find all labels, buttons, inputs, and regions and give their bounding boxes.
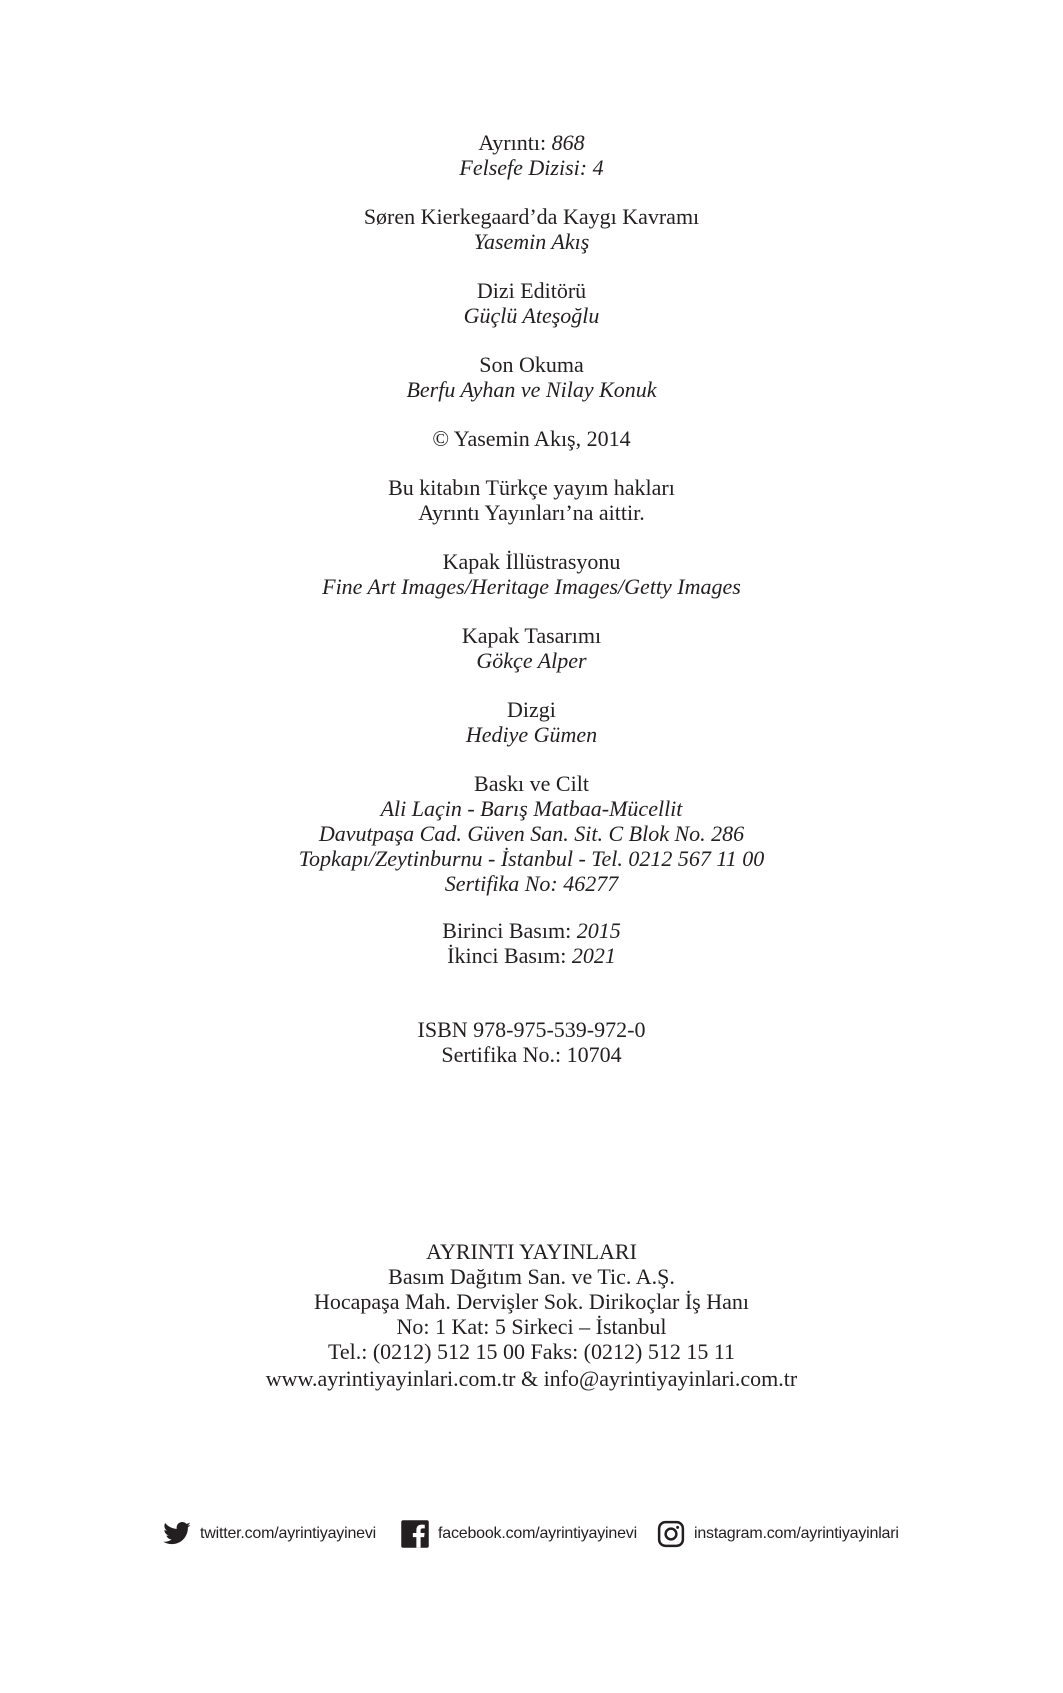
- proofreading-label: Son Okuma: [479, 352, 584, 377]
- series-name: Felsefe Dizisi: 4: [459, 155, 604, 180]
- second-edition-year: 2021: [571, 943, 616, 968]
- series-editor: [0, 278, 1063, 328]
- isbn: ISBN 978-975-539-972-0: [417, 1017, 646, 1042]
- printing: [0, 771, 1063, 896]
- twitter-link[interactable]: [162, 1518, 376, 1550]
- rights: [0, 475, 1063, 525]
- rights-line-1: Bu kitabın Türkçe yayım hakları: [388, 475, 675, 500]
- series-editor-label: Dizi Editörü: [476, 278, 587, 303]
- series-number-value: 868: [551, 130, 585, 155]
- book-author: Yasemin Akış: [473, 229, 590, 254]
- cover-design-name: Gökçe Alper: [476, 648, 587, 673]
- instagram-icon: [656, 1519, 686, 1549]
- copyright-text: © Yasemin Akış, 2014: [432, 426, 631, 451]
- isbn-block: [0, 1017, 1063, 1067]
- editions: [0, 918, 1063, 968]
- first-edition-label: Birinci Basım:: [442, 918, 572, 943]
- instagram-label: instagram.com/ayrintiyayinlari: [694, 1525, 899, 1542]
- printing-label: Baskı ve Cilt: [474, 771, 589, 796]
- facebook-icon: [400, 1519, 430, 1549]
- proofreading: [0, 352, 1063, 402]
- publisher-line: Hocapaşa Mah. Dervişler Sok. Dirikoçlar İş Hanı: [314, 1289, 749, 1314]
- printing-line: Topkapı/Zeytinburnu - İstanbul - Tel. 0212 567 11 00: [298, 846, 765, 871]
- typesetting-label: Dizgi: [507, 697, 556, 722]
- printing-line: Ali Laçin - Barış Matbaa-Mücellit: [380, 796, 683, 821]
- facebook-link[interactable]: [400, 1518, 637, 1550]
- cover-design-label: Kapak Tasarımı: [461, 623, 602, 648]
- publisher-line: Tel.: (0212) 512 15 00 Faks: (0212) 512 15 11: [327, 1339, 736, 1364]
- social-links: [0, 1518, 1063, 1558]
- cover-design: [0, 623, 1063, 673]
- proofreading-name: Berfu Ayhan ve Nilay Konuk: [406, 377, 657, 402]
- publisher-info: [0, 1239, 1063, 1391]
- second-edition-label: İkinci Basım:: [447, 943, 567, 968]
- cover-illustration-name: Fine Art Images/Heritage Images/Getty Images: [322, 574, 741, 599]
- typesetting-name: Hediye Gümen: [465, 722, 598, 747]
- facebook-label: facebook.com/ayrintiyayinevi: [438, 1525, 637, 1542]
- cover-illustration-label: Kapak İllüstrasyonu: [442, 549, 621, 574]
- publisher-line: Basım Dağıtım San. ve Tic. A.Ş.: [388, 1264, 675, 1289]
- series-editor-name: Güçlü Ateşoğlu: [463, 303, 600, 328]
- twitter-icon: [162, 1519, 192, 1549]
- printing-line: Davutpaşa Cad. Güven San. Sit. C Blok No. 286: [318, 821, 745, 846]
- instagram-link[interactable]: [656, 1518, 899, 1550]
- series-number-label: Ayrıntı:: [478, 130, 547, 155]
- twitter-label: twitter.com/ayrintiyayinevi: [200, 1525, 376, 1542]
- rights-line-2: Ayrıntı Yayınları’na aittir.: [418, 500, 645, 525]
- book-info: [0, 204, 1063, 254]
- publisher-name: AYRINTI YAYINLARI: [426, 1239, 637, 1264]
- first-edition-year: 2015: [576, 918, 621, 943]
- cover-illustration: [0, 549, 1063, 599]
- copyright: [0, 426, 1063, 451]
- publisher-line: No: 1 Kat: 5 Sirkeci – İstanbul: [396, 1314, 667, 1339]
- publisher-web: www.ayrintiyayinlari.com.tr & info@ayrintiyayinlari.com.tr: [265, 1366, 798, 1391]
- book-title: Søren Kierkegaard’da Kaygı Kavramı: [363, 204, 700, 229]
- certificate-number: Sertifika No.: 10704: [441, 1042, 622, 1067]
- printing-line: Sertifika No: 46277: [444, 871, 619, 896]
- typesetting: [0, 697, 1063, 747]
- series-info: [0, 130, 1063, 180]
